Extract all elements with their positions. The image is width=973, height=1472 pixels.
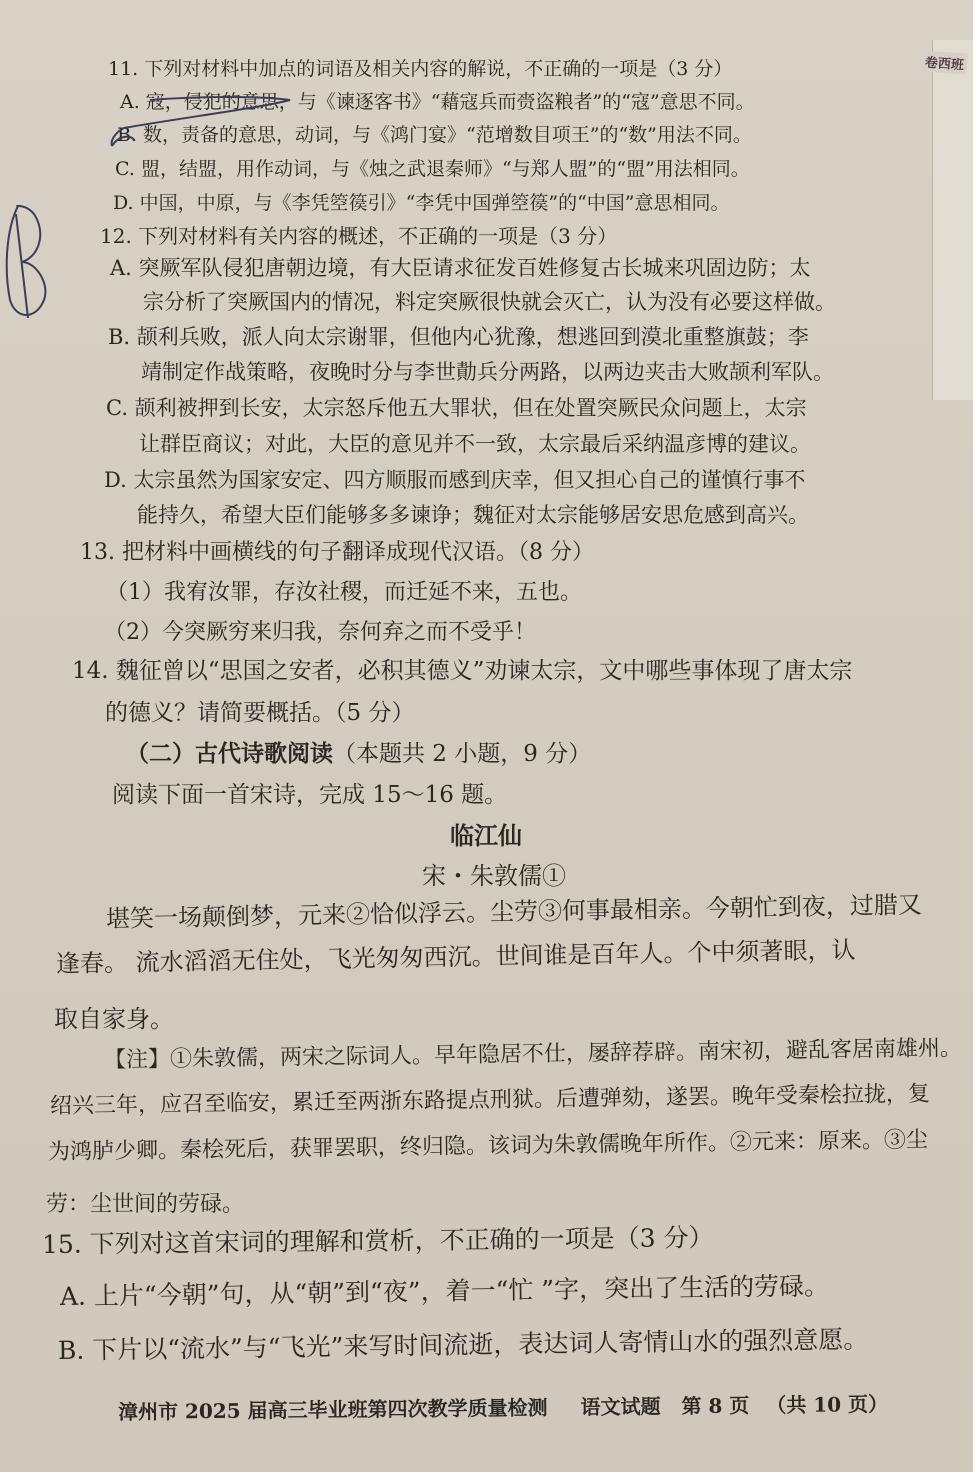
q12-option-b-line1: B. 颉利兵败，派人向太宗谢罪，但他内心犹豫，想逃回到漠北重整旗鼓；李 — [108, 325, 809, 349]
footer-subject: 语文试题 — [580, 1394, 661, 1420]
poem-line-1: 堪笑一场颠倒梦，元来②恰似浮云。尘劳③何事最相亲。今朝忙到夜，过腊又 — [105, 890, 923, 933]
section2-heading — [126, 740, 591, 769]
q12-option-a-line2: 宗分析了突厥国内的情况，料定突厥很快就会灭亡，认为没有必要这样做。 — [143, 290, 836, 314]
footer-exam-title: 漳州市 2025 届高三毕业班第四次教学质量检测 — [117, 1395, 548, 1424]
section2-instruction: 阅读下面一首宋诗，完成 15～16 题。 — [112, 782, 508, 808]
annotation-line-3: 为鸿胪少卿。秦桧死后，获罪罢职，终归隐。该词为朱敦儒晚年所作。②元来：原来。③尘 — [47, 1127, 929, 1165]
q13-item-1: （1）我宥汝罪，存汝社稷，而迁延不来，五也。 — [106, 580, 582, 605]
adjacent-page-edge — [932, 40, 973, 400]
q12-option-a-line1: A. 突厥军队侵犯唐朝边境，有大臣请求征发百姓修复古长城来巩固边防；太 — [110, 256, 811, 280]
q11-stem: 11. 下列对材料中加点的词语及相关内容的解说，不正确的一项是（3 分） — [108, 58, 733, 80]
q13-stem: 13. 把材料中画横线的句子翻译成现代汉语。（8 分） — [80, 540, 594, 565]
page-footer — [118, 1392, 888, 1424]
poem-line-2: 逢春。 流水滔滔无住处，飞光匆匆西沉。世间谁是百年人。个中须著眼，认 — [55, 936, 856, 978]
footer-total-pages: （共 10 页） — [766, 1391, 889, 1418]
poem-title: 临江仙 — [450, 821, 522, 850]
q14-line2: 的德义？请简要概括。（5 分） — [105, 700, 415, 726]
poem-line-3: 取自家身。 — [54, 1005, 174, 1033]
q12-option-b-line2: 靖制定作战策略，夜晚时分与李世勣兵分两路，以两边夹击大败颉利军队。 — [141, 360, 834, 384]
poem-author: 宋・朱敦儒① — [422, 862, 566, 890]
q12-option-d-line2: 能持久，希望大臣们能够多多谏诤；魏征对太宗能够居安思危感到高兴。 — [137, 503, 809, 527]
section2-note: （本题共 2 小题，9 分） — [333, 741, 592, 767]
annotation-line-4: 劳：尘世间的劳碌。 — [46, 1192, 245, 1217]
q14-line1: 14. 魏征曾以“思国之安者，必积其德义”劝谏太宗，文中哪些事体现了唐太宗 — [72, 658, 853, 684]
annotation-line-2: 绍兴三年，应召至临安，累迁至两浙东路提点刑狱。后遭弹劾，遂罢。晚年受秦桧拉拢，复 — [49, 1081, 931, 1119]
q15-option-a: A. 上片“今朝”句，从“朝”到“夜”，着一“忙 ”字，突出了生活的劳碌。 — [59, 1271, 830, 1311]
q12-stem: 12. 下列对材料有关内容的概述，不正确的一项是（3 分） — [100, 224, 618, 248]
q11-option-c: C. 盟，结盟，用作动词，与《烛之武退秦师》“与郑人盟”的“盟”用法相同。 — [115, 158, 750, 180]
q12-option-c-line2: 让群臣商议；对此，大臣的意见并不一致，太宗最后采纳温彦博的建议。 — [139, 432, 811, 456]
q11-option-a: A. 寇，侵犯的意思，与《谏逐客书》“藉寇兵而赍盗粮者”的“寇”意思不同。 — [120, 91, 755, 113]
adjacent-page-tag: 卷西班 — [921, 50, 967, 74]
q11-option-d: D. 中国，中原，与《李凭箜篌引》“李凭中国弹箜篌”的“中国”意思相同。 — [113, 192, 730, 214]
q13-item-2: （2）今突厥穷来归我，奈何弃之而不受乎！ — [104, 620, 536, 645]
annotation-line-1: 【注】①朱敦儒，两宋之际词人。早年隐居不仕，屡辞荐辟。南宋初，避乱客居南雄州。 — [103, 1036, 963, 1073]
q12-option-c-line1: C. 颉利被押到长安，太宗怒斥他五大罪状，但在处置突厥民众问题上，太宗 — [106, 396, 807, 420]
footer-page-number: 第 8 页 — [681, 1393, 750, 1419]
section2-title: （二）古代诗歌阅读 — [126, 740, 333, 767]
q15-option-b: B. 下片以“流水”与“飞光”来写时间流逝，表达词人寄情山水的强烈意愿。 — [57, 1324, 869, 1365]
q11-option-b: B. 数，责备的意思，动词，与《鸿门宴》“范增数目项王”的“数”用法不同。 — [117, 124, 752, 146]
q12-option-d-line1: D. 太宗虽然为国家安定、四方顺服而感到庆幸，但又担心自己的谨慎行事不 — [104, 468, 806, 492]
q15-stem: 15. 下列对这首宋词的理解和赏析，不正确的一项是（3 分） — [41, 1222, 714, 1259]
handwritten-answer-b — [7, 206, 46, 318]
